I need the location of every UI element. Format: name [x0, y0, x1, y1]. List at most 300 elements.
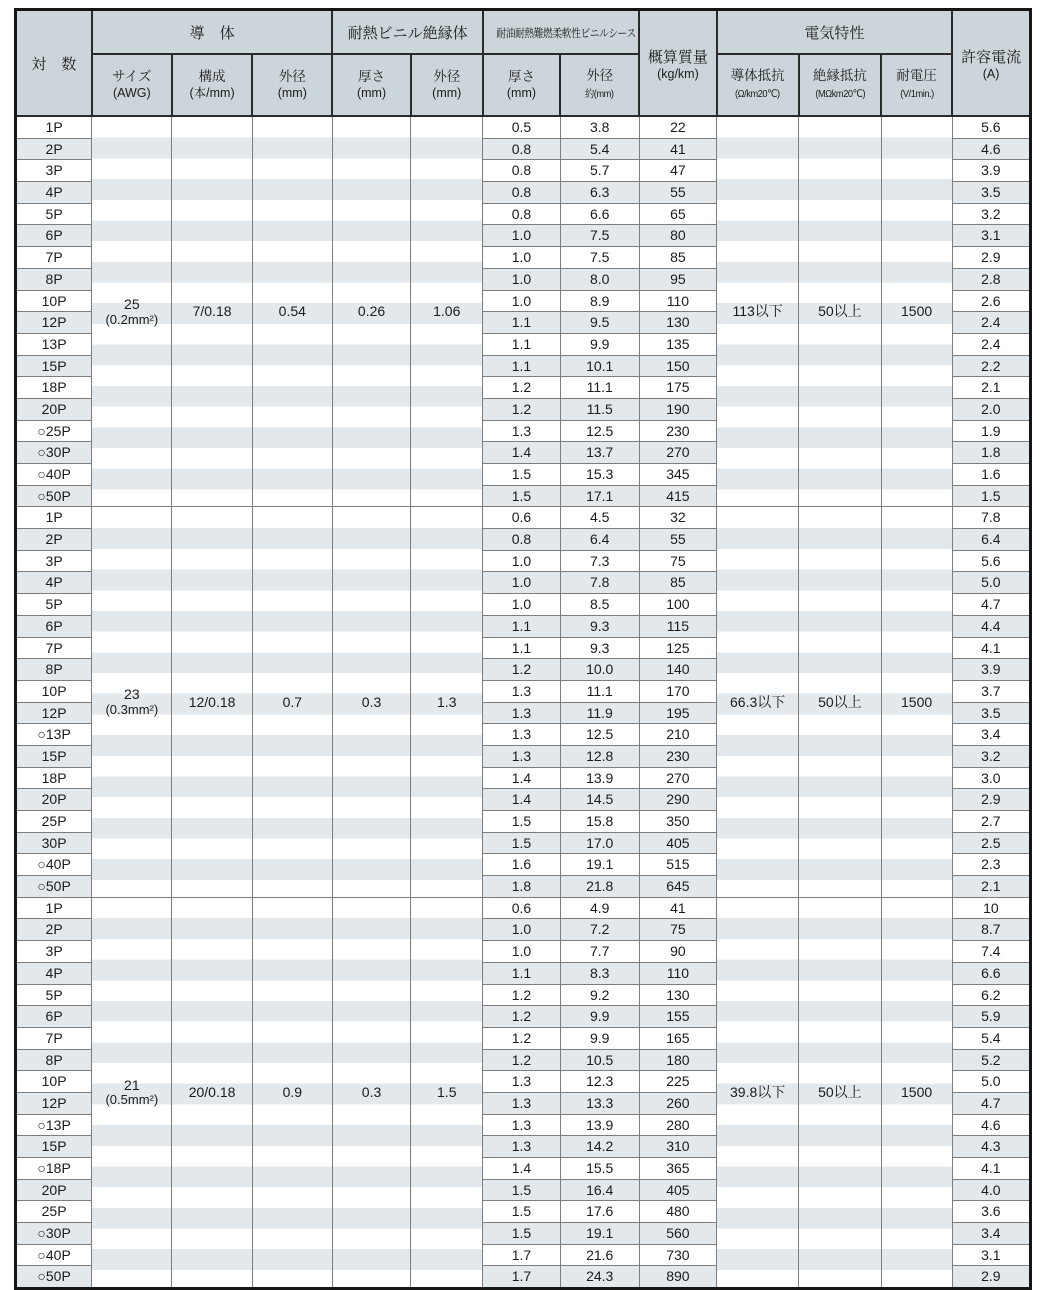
- sheath-od-cell: 9.3: [560, 637, 639, 659]
- allowable-current-cell: 5.4: [952, 1027, 1030, 1049]
- pair-count-cell: 3P: [16, 550, 92, 572]
- sheath-thickness-cell: 1.3: [483, 680, 560, 702]
- mass-cell: 290: [639, 789, 716, 811]
- header-withstand-voltage: 耐電圧 (V/1min.): [881, 54, 952, 116]
- sheath-od-cell: 6.6: [560, 203, 639, 225]
- sheath-od-cell: 11.1: [560, 377, 639, 399]
- mass-cell: 55: [639, 182, 716, 204]
- sheath-od-cell: 8.5: [560, 594, 639, 616]
- mass-cell: 405: [639, 832, 716, 854]
- sheath-od-cell: 14.5: [560, 789, 639, 811]
- sheath-thickness-cell: 1.2: [483, 1049, 560, 1071]
- sheath-od-cell: 15.8: [560, 811, 639, 833]
- mass-cell: 165: [639, 1027, 716, 1049]
- insulation-resistance-cell: 50以上: [799, 897, 881, 1288]
- mass-cell: 41: [639, 138, 716, 160]
- sheath-thickness-cell: 0.6: [483, 897, 560, 919]
- sheath-od-cell: 9.5: [560, 312, 639, 334]
- allowable-current-cell: 10: [952, 897, 1030, 919]
- page: [0, 8, 1040, 1285]
- sheath-od-cell: 4.5: [560, 507, 639, 529]
- allowable-current-cell: 2.2: [952, 355, 1030, 377]
- pair-count-cell: ○13P: [16, 1114, 92, 1136]
- sheath-od-cell: 13.9: [560, 1114, 639, 1136]
- sheath-od-cell: 7.3: [560, 550, 639, 572]
- allowable-current-cell: 1.6: [952, 464, 1030, 486]
- pair-count-cell: 20P: [16, 1179, 92, 1201]
- sheath-thickness-cell: 1.0: [483, 550, 560, 572]
- insulation-resistance-cell: 50以上: [799, 116, 881, 507]
- mass-cell: 75: [639, 919, 716, 941]
- mass-cell: 55: [639, 529, 716, 551]
- sheath-od-cell: 17.0: [560, 832, 639, 854]
- sheath-thickness-cell: 1.0: [483, 290, 560, 312]
- mass-cell: 730: [639, 1244, 716, 1266]
- insulation-od-cell: 1.06: [411, 116, 483, 507]
- mass-cell: 480: [639, 1201, 716, 1223]
- sheath-od-cell: 7.2: [560, 919, 639, 941]
- allowable-current-cell: 5.2: [952, 1049, 1030, 1071]
- sheath-od-cell: 9.9: [560, 1006, 639, 1028]
- sheath-thickness-cell: 1.1: [483, 333, 560, 355]
- mass-cell: 170: [639, 680, 716, 702]
- pair-count-cell: ○50P: [16, 876, 92, 898]
- mass-cell: 560: [639, 1223, 716, 1245]
- sheath-thickness-cell: 1.1: [483, 637, 560, 659]
- sheath-od-cell: 10.0: [560, 659, 639, 681]
- mass-cell: 405: [639, 1179, 716, 1201]
- insulation-resistance-cell: 50以上: [799, 507, 881, 897]
- spec-table: [14, 8, 1032, 1290]
- sheath-od-cell: 11.5: [560, 398, 639, 420]
- sheath-thickness-cell: 1.4: [483, 442, 560, 464]
- sheath-thickness-cell: 1.7: [483, 1266, 560, 1289]
- pair-count-cell: 4P: [16, 182, 92, 204]
- mass-cell: 22: [639, 116, 716, 138]
- header-size: サイズ (AWG): [92, 54, 172, 116]
- allowable-current-cell: 2.7: [952, 811, 1030, 833]
- header-group-electrical: 電気特性: [717, 10, 953, 55]
- sheath-od-cell: 9.2: [560, 984, 639, 1006]
- sheath-thickness-cell: 1.5: [483, 832, 560, 854]
- pair-count-cell: 1P: [16, 507, 92, 529]
- sheath-thickness-cell: 0.8: [483, 203, 560, 225]
- pair-count-cell: 5P: [16, 203, 92, 225]
- allowable-current-cell: 2.8: [952, 268, 1030, 290]
- allowable-current-cell: 3.2: [952, 203, 1030, 225]
- sheath-od-cell: 14.2: [560, 1136, 639, 1158]
- sheath-od-cell: 11.1: [560, 680, 639, 702]
- mass-cell: 175: [639, 377, 716, 399]
- sheath-od-cell: 24.3: [560, 1266, 639, 1289]
- mass-cell: 47: [639, 160, 716, 182]
- sheath-thickness-cell: 1.2: [483, 398, 560, 420]
- pair-count-cell: 7P: [16, 1027, 92, 1049]
- sheath-od-cell: 17.1: [560, 485, 639, 507]
- sheath-thickness-cell: 1.3: [483, 1092, 560, 1114]
- allowable-current-cell: 3.2: [952, 745, 1030, 767]
- allowable-current-cell: 1.5: [952, 485, 1030, 507]
- pair-count-cell: ○30P: [16, 442, 92, 464]
- sheath-thickness-cell: 1.3: [483, 1136, 560, 1158]
- pair-count-cell: 5P: [16, 984, 92, 1006]
- mass-cell: 85: [639, 247, 716, 269]
- sheath-od-cell: 5.7: [560, 160, 639, 182]
- allowable-current-cell: 2.6: [952, 290, 1030, 312]
- pair-count-cell: 1P: [16, 116, 92, 138]
- pair-count-cell: 25P: [16, 1201, 92, 1223]
- sheath-od-cell: 13.3: [560, 1092, 639, 1114]
- conductor-resistance-cell: 66.3以下: [717, 507, 799, 897]
- sheath-od-cell: 15.5: [560, 1158, 639, 1180]
- table-row: [16, 897, 1031, 919]
- pair-count-cell: ○50P: [16, 1266, 92, 1289]
- mass-cell: 150: [639, 355, 716, 377]
- sheath-thickness-cell: 1.1: [483, 962, 560, 984]
- sheath-thickness-cell: 1.3: [483, 724, 560, 746]
- sheath-thickness-cell: 1.5: [483, 1179, 560, 1201]
- sheath-od-cell: 6.3: [560, 182, 639, 204]
- sheath-thickness-cell: 1.0: [483, 572, 560, 594]
- current-unit: (A): [982, 66, 1000, 81]
- mass-cell: 180: [639, 1049, 716, 1071]
- pair-count-cell: ○40P: [16, 464, 92, 486]
- sheath-thickness-cell: 1.5: [483, 485, 560, 507]
- header-sheath-od: 外径 約(mm): [560, 54, 639, 116]
- allowable-current-cell: 7.8: [952, 507, 1030, 529]
- sheath-thickness-cell: 0.6: [483, 507, 560, 529]
- conductor-strand-cell: 7/0.18: [172, 116, 252, 507]
- withstand-voltage-cell: 1500: [881, 897, 952, 1288]
- mass-cell: 41: [639, 897, 716, 919]
- allowable-current-cell: 3.4: [952, 724, 1030, 746]
- conductor-size-cell: [92, 897, 172, 1288]
- header-current: [952, 10, 1030, 117]
- mass-cell: 190: [639, 398, 716, 420]
- allowable-current-cell: 4.4: [952, 615, 1030, 637]
- pair-count-cell: 10P: [16, 680, 92, 702]
- current-label: 許容電流: [961, 48, 1022, 66]
- pair-count-cell: ○13P: [16, 724, 92, 746]
- sheath-thickness-cell: 0.8: [483, 138, 560, 160]
- sheath-thickness-cell: 1.5: [483, 464, 560, 486]
- pair-count-cell: 20P: [16, 789, 92, 811]
- sheath-thickness-cell: 1.6: [483, 854, 560, 876]
- pair-count-cell: 12P: [16, 1092, 92, 1114]
- allowable-current-cell: 7.4: [952, 941, 1030, 963]
- allowable-current-cell: 3.9: [952, 160, 1030, 182]
- sheath-thickness-cell: 1.3: [483, 702, 560, 724]
- allowable-current-cell: 5.9: [952, 1006, 1030, 1028]
- pair-count-cell: 15P: [16, 745, 92, 767]
- table-header: [16, 10, 1031, 117]
- table-row: [16, 116, 1031, 138]
- pair-count-cell: 2P: [16, 138, 92, 160]
- conductor-resistance-cell: 39.8以下: [717, 897, 799, 1288]
- allowable-current-cell: 4.6: [952, 138, 1030, 160]
- mass-cell: 270: [639, 767, 716, 789]
- pair-count-cell: 7P: [16, 637, 92, 659]
- sheath-thickness-cell: 1.4: [483, 789, 560, 811]
- sheath-thickness-cell: 1.5: [483, 1201, 560, 1223]
- sheath-od-cell: 10.5: [560, 1049, 639, 1071]
- sheath-od-cell: 17.6: [560, 1201, 639, 1223]
- conductor-resistance-cell: 113以下: [717, 116, 799, 507]
- mass-cell: 32: [639, 507, 716, 529]
- mass-cell: 310: [639, 1136, 716, 1158]
- allowable-current-cell: 5.0: [952, 572, 1030, 594]
- sheath-od-cell: 9.3: [560, 615, 639, 637]
- sheath-od-cell: 8.9: [560, 290, 639, 312]
- table-body: [16, 116, 1031, 1289]
- allowable-current-cell: 3.0: [952, 767, 1030, 789]
- table-row: [16, 507, 1031, 529]
- conductor-od-cell: 0.7: [252, 507, 332, 897]
- mass-cell: 90: [639, 941, 716, 963]
- pair-count-cell: 2P: [16, 529, 92, 551]
- sheath-od-cell: 13.9: [560, 767, 639, 789]
- pair-count-cell: 20P: [16, 398, 92, 420]
- mass-cell: 890: [639, 1266, 716, 1289]
- sheath-thickness-cell: 1.0: [483, 919, 560, 941]
- conductor-size-awg: 25: [124, 296, 140, 313]
- sheath-thickness-cell: 1.2: [483, 1006, 560, 1028]
- mass-cell: 125: [639, 637, 716, 659]
- sheath-group-label: 耐油耐熱難燃柔軟性ビニルシース: [496, 27, 636, 40]
- pair-count-cell: 4P: [16, 572, 92, 594]
- insulation-thickness-cell: 0.26: [332, 116, 410, 507]
- pair-count-cell: 1P: [16, 897, 92, 919]
- sheath-od-cell: 7.7: [560, 941, 639, 963]
- allowable-current-cell: 2.3: [952, 854, 1030, 876]
- mass-cell: 100: [639, 594, 716, 616]
- pair-count-cell: 8P: [16, 1049, 92, 1071]
- pair-count-cell: 10P: [16, 290, 92, 312]
- header-insulation-thickness: 厚さ (mm): [332, 54, 410, 116]
- mass-cell: 75: [639, 550, 716, 572]
- allowable-current-cell: 3.7: [952, 680, 1030, 702]
- sheath-od-cell: 19.1: [560, 1223, 639, 1245]
- pair-count-cell: ○40P: [16, 854, 92, 876]
- sheath-od-cell: 19.1: [560, 854, 639, 876]
- mass-label: 概算質量: [647, 48, 708, 66]
- mass-cell: 350: [639, 811, 716, 833]
- withstand-voltage-cell: 1500: [881, 116, 952, 507]
- sheath-thickness-cell: 1.2: [483, 659, 560, 681]
- sheath-od-cell: 8.3: [560, 962, 639, 984]
- sheath-thickness-cell: 1.5: [483, 811, 560, 833]
- mass-cell: 345: [639, 464, 716, 486]
- allowable-current-cell: 4.3: [952, 1136, 1030, 1158]
- sheath-od-cell: 7.5: [560, 225, 639, 247]
- allowable-current-cell: 4.1: [952, 1158, 1030, 1180]
- sheath-thickness-cell: 1.1: [483, 312, 560, 334]
- allowable-current-cell: 2.4: [952, 333, 1030, 355]
- pair-count-cell: 15P: [16, 355, 92, 377]
- pair-count-cell: ○50P: [16, 485, 92, 507]
- sheath-od-cell: 7.5: [560, 247, 639, 269]
- sheath-thickness-cell: 1.0: [483, 941, 560, 963]
- pair-count-cell: 4P: [16, 962, 92, 984]
- mass-cell: 230: [639, 745, 716, 767]
- pair-count-cell: 8P: [16, 268, 92, 290]
- pair-count-cell: 5P: [16, 594, 92, 616]
- conductor-size-awg: 23: [124, 686, 140, 703]
- allowable-current-cell: 1.8: [952, 442, 1030, 464]
- insulation-od-cell: 1.5: [411, 897, 483, 1288]
- mass-cell: 515: [639, 854, 716, 876]
- pair-count-cell: 6P: [16, 225, 92, 247]
- allowable-current-cell: 2.9: [952, 247, 1030, 269]
- allowable-current-cell: 5.6: [952, 116, 1030, 138]
- sheath-od-cell: 12.5: [560, 724, 639, 746]
- allowable-current-cell: 3.1: [952, 225, 1030, 247]
- mass-cell: 110: [639, 290, 716, 312]
- mass-cell: 130: [639, 984, 716, 1006]
- mass-cell: 65: [639, 203, 716, 225]
- mass-cell: 115: [639, 615, 716, 637]
- sheath-thickness-cell: 0.8: [483, 160, 560, 182]
- sheath-od-cell: 12.8: [560, 745, 639, 767]
- sheath-thickness-cell: 1.3: [483, 1071, 560, 1093]
- conductor-od-cell: 0.54: [252, 116, 332, 507]
- pair-count-cell: 18P: [16, 767, 92, 789]
- allowable-current-cell: 3.4: [952, 1223, 1030, 1245]
- pair-count-cell: 10P: [16, 1071, 92, 1093]
- pair-count-cell: 8P: [16, 659, 92, 681]
- mass-cell: 280: [639, 1114, 716, 1136]
- sheath-od-cell: 12.5: [560, 420, 639, 442]
- allowable-current-cell: 5.6: [952, 550, 1030, 572]
- allowable-current-cell: 2.9: [952, 789, 1030, 811]
- sheath-od-cell: 8.0: [560, 268, 639, 290]
- conductor-size-note: (0.5mm²): [105, 1092, 159, 1108]
- pair-count-cell: ○30P: [16, 1223, 92, 1245]
- header-strand: 構成 (本/mm): [172, 54, 252, 116]
- sheath-od-cell: 5.4: [560, 138, 639, 160]
- mass-cell: 85: [639, 572, 716, 594]
- conductor-strand-cell: 20/0.18: [172, 897, 252, 1288]
- sheath-thickness-cell: 1.5: [483, 1223, 560, 1245]
- mass-cell: 140: [639, 659, 716, 681]
- sheath-thickness-cell: 1.0: [483, 268, 560, 290]
- pair-count-cell: ○18P: [16, 1158, 92, 1180]
- allowable-current-cell: 2.5: [952, 832, 1030, 854]
- mass-cell: 195: [639, 702, 716, 724]
- allowable-current-cell: 4.7: [952, 594, 1030, 616]
- header-pair-count: 対 数: [16, 10, 92, 117]
- sheath-od-cell: 7.8: [560, 572, 639, 594]
- conductor-size-cell: [92, 507, 172, 897]
- allowable-current-cell: 1.9: [952, 420, 1030, 442]
- pair-count-cell: 2P: [16, 919, 92, 941]
- sheath-od-cell: 13.7: [560, 442, 639, 464]
- conductor-size-note: (0.3mm²): [105, 702, 159, 718]
- sheath-od-cell: 11.9: [560, 702, 639, 724]
- pair-count-cell: 3P: [16, 941, 92, 963]
- sheath-od-cell: 10.1: [560, 355, 639, 377]
- sheath-od-cell: 9.9: [560, 1027, 639, 1049]
- header-insulation-od: 外径 (mm): [411, 54, 483, 116]
- pair-count-cell: 6P: [16, 615, 92, 637]
- allowable-current-cell: 3.6: [952, 1201, 1030, 1223]
- conductor-strand-cell: 12/0.18: [172, 507, 252, 897]
- allowable-current-cell: 5.0: [952, 1071, 1030, 1093]
- mass-cell: 135: [639, 333, 716, 355]
- allowable-current-cell: 2.1: [952, 377, 1030, 399]
- sheath-thickness-cell: 1.2: [483, 377, 560, 399]
- mass-cell: 270: [639, 442, 716, 464]
- sheath-thickness-cell: 1.0: [483, 594, 560, 616]
- sheath-thickness-cell: 1.4: [483, 1158, 560, 1180]
- sheath-thickness-cell: 0.8: [483, 182, 560, 204]
- allowable-current-cell: 2.4: [952, 312, 1030, 334]
- allowable-current-cell: 4.0: [952, 1179, 1030, 1201]
- withstand-voltage-cell: 1500: [881, 507, 952, 897]
- insulation-od-cell: 1.3: [411, 507, 483, 897]
- mass-cell: 415: [639, 485, 716, 507]
- allowable-current-cell: 6.6: [952, 962, 1030, 984]
- allowable-current-cell: 6.4: [952, 529, 1030, 551]
- sheath-thickness-cell: 1.3: [483, 745, 560, 767]
- mass-cell: 80: [639, 225, 716, 247]
- sheath-od-cell: 12.3: [560, 1071, 639, 1093]
- mass-cell: 210: [639, 724, 716, 746]
- sheath-thickness-cell: 1.4: [483, 767, 560, 789]
- pair-count-cell: 13P: [16, 333, 92, 355]
- pair-count-cell: 6P: [16, 1006, 92, 1028]
- sheath-od-cell: 15.3: [560, 464, 639, 486]
- mass-cell: 260: [639, 1092, 716, 1114]
- conductor-size-note: (0.2mm²): [105, 311, 159, 327]
- conductor-od-cell: 0.9: [252, 897, 332, 1288]
- mass-cell: 130: [639, 312, 716, 334]
- sheath-thickness-cell: 1.0: [483, 225, 560, 247]
- sheath-thickness-cell: 1.1: [483, 355, 560, 377]
- mass-cell: 645: [639, 876, 716, 898]
- sheath-thickness-cell: 1.3: [483, 420, 560, 442]
- sheath-od-cell: 9.9: [560, 333, 639, 355]
- mass-cell: 155: [639, 1006, 716, 1028]
- pair-count-cell: ○25P: [16, 420, 92, 442]
- mass-cell: 225: [639, 1071, 716, 1093]
- header-group-insulation: 耐熱ビニル絶縁体: [332, 10, 482, 55]
- sheath-od-cell: 4.9: [560, 897, 639, 919]
- header-conductor-resistance: 導体抵抗 (Ω/km20℃): [717, 54, 799, 116]
- allowable-current-cell: 4.6: [952, 1114, 1030, 1136]
- sheath-thickness-cell: 1.2: [483, 984, 560, 1006]
- allowable-current-cell: 2.0: [952, 398, 1030, 420]
- sheath-od-cell: 6.4: [560, 529, 639, 551]
- mass-cell: 365: [639, 1158, 716, 1180]
- header-sheath-thickness: 厚さ (mm): [483, 54, 560, 116]
- allowable-current-cell: 2.1: [952, 876, 1030, 898]
- sheath-thickness-cell: 0.5: [483, 116, 560, 138]
- header-group-conductor: 導 体: [92, 10, 333, 55]
- allowable-current-cell: 6.2: [952, 984, 1030, 1006]
- pair-count-cell: 12P: [16, 702, 92, 724]
- insulation-thickness-cell: 0.3: [332, 897, 410, 1288]
- header-group-sheath: [483, 10, 639, 55]
- mass-cell: 110: [639, 962, 716, 984]
- sheath-thickness-cell: 1.3: [483, 1114, 560, 1136]
- header-insulation-resistance: 絶縁抵抗 (MΩkm20℃): [799, 54, 881, 116]
- allowable-current-cell: 3.9: [952, 659, 1030, 681]
- pair-count-cell: 12P: [16, 312, 92, 334]
- allowable-current-cell: 4.7: [952, 1092, 1030, 1114]
- sheath-thickness-cell: 0.8: [483, 529, 560, 551]
- insulation-thickness-cell: 0.3: [332, 507, 410, 897]
